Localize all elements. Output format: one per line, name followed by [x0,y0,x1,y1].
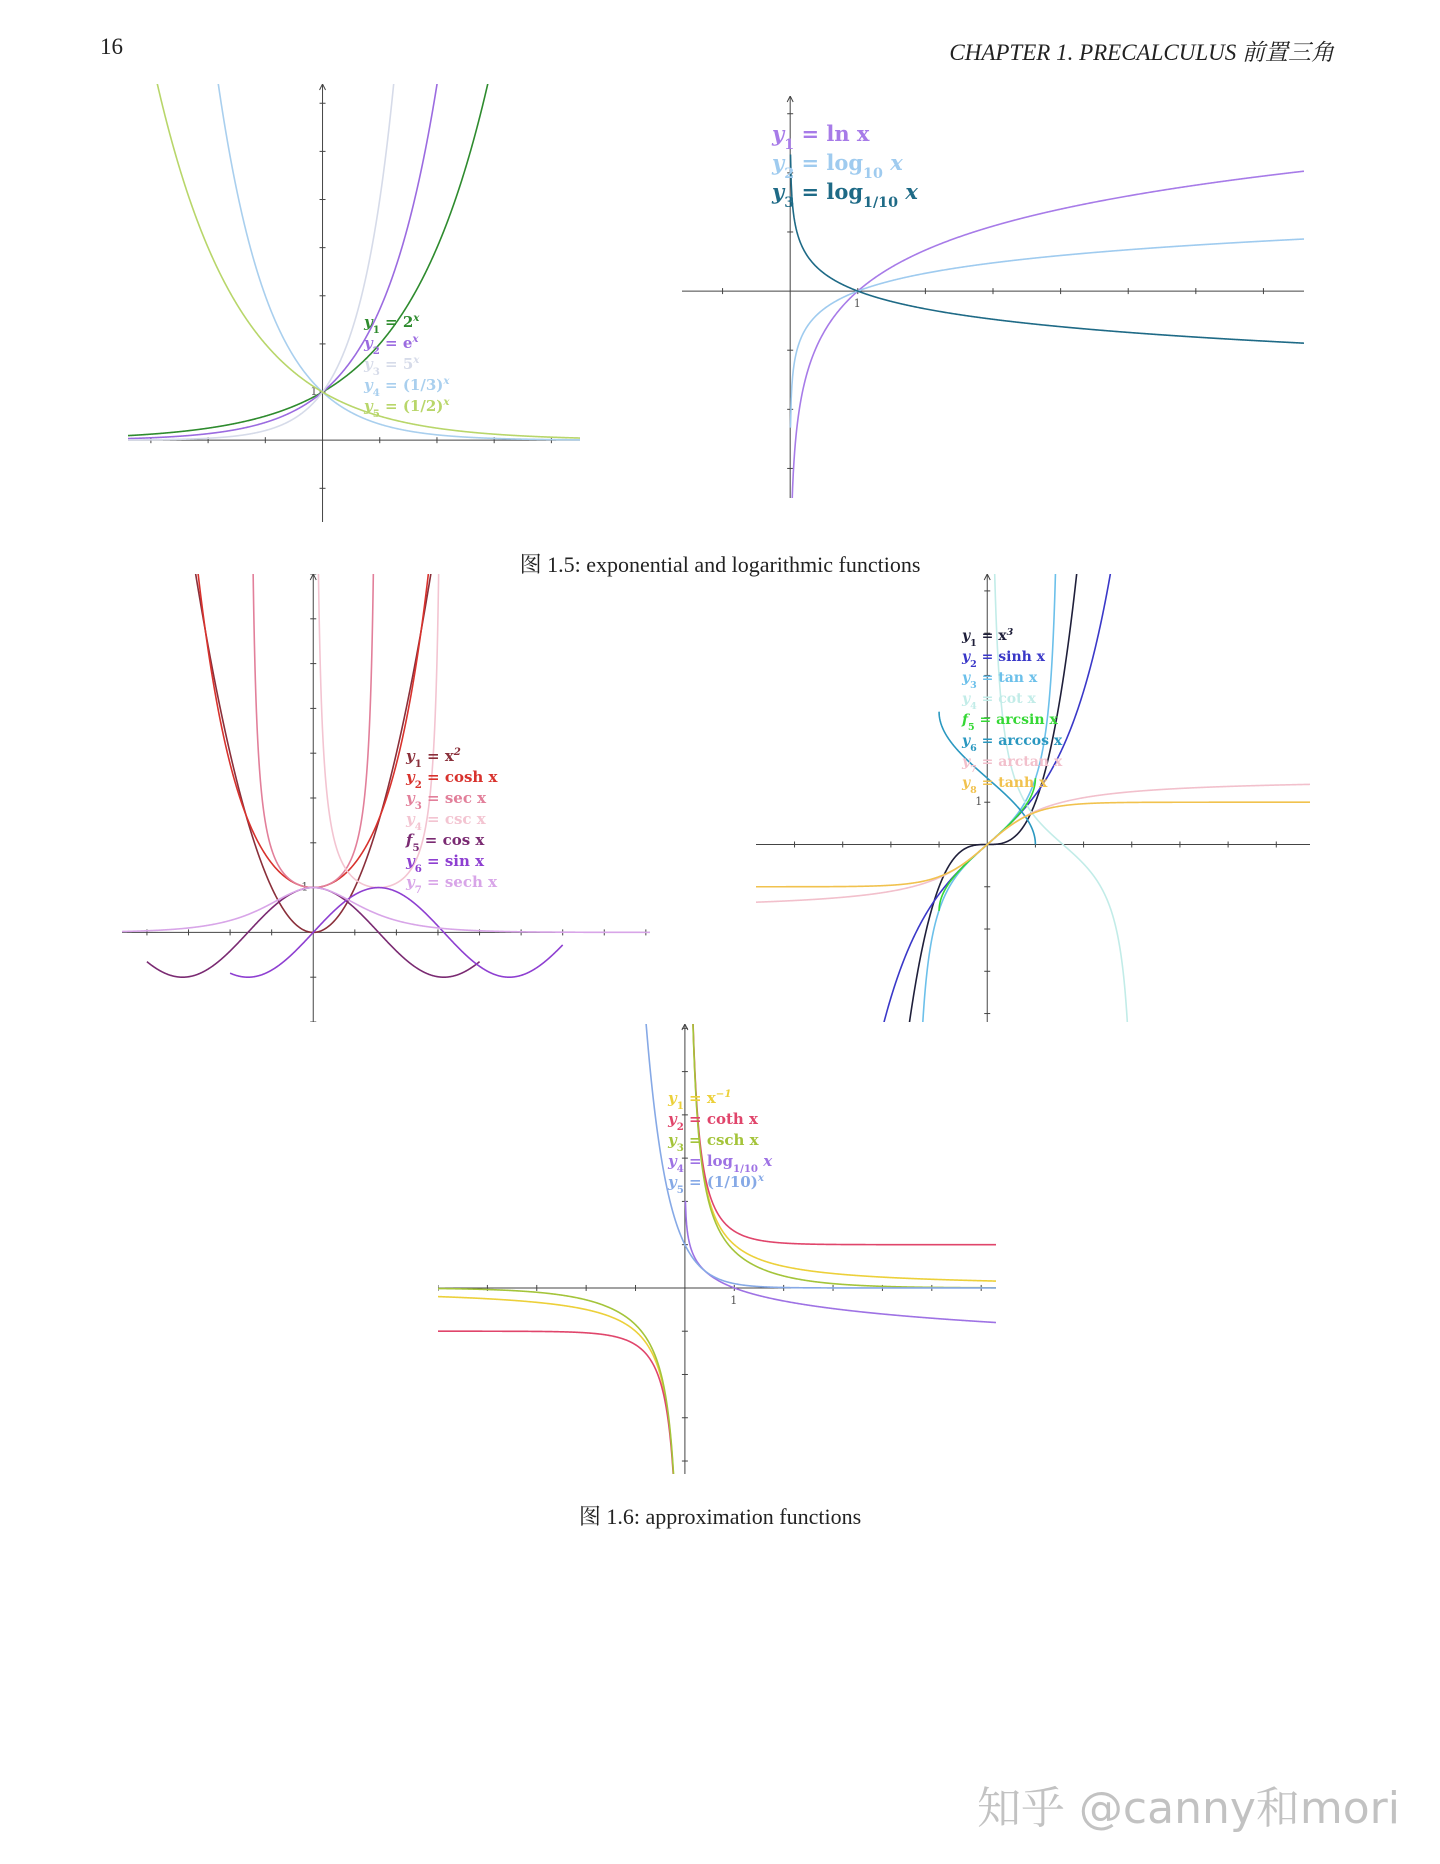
legend-entry: $y_2 = \cosh x$ [406,768,498,791]
legend-entry: $y_3 = 5^x$ [364,354,420,378]
page-number: 16 [100,34,123,59]
tick-label: 1 [853,297,861,311]
legend [405,746,499,896]
legend-entry: $y_3 = \tan x$ [962,670,1038,691]
chart-exp [128,84,580,522]
running-head: CHAPTER 1. PRECALCULUS 前置三角 [949,40,1334,65]
series-line [128,84,580,436]
legend-entry: $y_2 = \cot h$ x [668,1110,758,1133]
series-line [791,154,1305,343]
legend-entry: $y_4 = \log_{1/10} x$ [668,1152,773,1175]
tick-label: 1 [301,880,309,894]
series-line [597,1024,996,1288]
chart-approx [438,1024,996,1474]
legend-entry: $y_2 = e^x$ [364,333,419,357]
legend-entry: $y_8 = \tanh x$ [962,775,1048,796]
legend-entry: $y_4 = \cot x$ [962,691,1036,712]
series-line [128,84,580,438]
axes [128,84,580,522]
legend-entry: $y_3 = \sec x$ [406,789,487,812]
tick-label: 1 [310,385,318,399]
legend-entry: $y_5 = (1/2)^x$ [364,396,450,420]
legend-entry: $y_6 = \sin x$ [406,852,485,875]
series-line [128,84,580,440]
legend-entry: $y_3 = \log_{1/10} x$ [772,179,918,211]
series-line [122,888,650,933]
legend-entry: $y_1 = x^2$ [406,746,461,770]
legend-entry: $y_1 = \ln x$ [772,121,870,153]
legend-entry: $y_4 = \csc x$ [406,810,486,833]
tick-label: 1 [730,1293,738,1307]
series-line [791,171,1305,498]
legend-entry: $y_7 = \sec h$ x [406,873,498,896]
legend [363,312,450,420]
series-line [791,239,1305,428]
figure-caption-1-6: 图 1.6: approximation functions [578,1504,862,1529]
legend-entry: $y_3 = \csc h$ x [668,1131,759,1154]
legend-entry: $y_4 = (1/3)^x$ [364,375,450,399]
legend-entry: $y_2 = \sinh x$ [962,649,1046,670]
watermark: 知乎 @canny和mori [976,1783,1400,1834]
legend-entry: $f_5 = \arcsin x$ [962,712,1058,733]
legend-entry: $y_2 = \log_{10} x$ [772,150,903,182]
tick-label: 1 [975,795,983,809]
legend-entry: $y_6 = \arccos x$ [962,733,1063,754]
series-line [988,574,1137,1022]
series-line [128,84,556,439]
chart-trig [122,574,650,1022]
chart-log [682,96,1304,498]
legend-entry: $y_5 = (1/10)^x$ [668,1172,764,1196]
chart-inverse [756,574,1310,1022]
legend-entry: $y_1 = 2^x$ [364,312,420,336]
legend-entry: $y_1 = x^3$ [962,626,1014,649]
figure-caption-1-5: 图 1.5: exponential and logarithmic functions [519,552,921,577]
legend-entry: $y_7 = \arctan x$ [962,754,1063,775]
legend-entry: $y_1 = x^{-1}$ [668,1088,732,1112]
legend [667,1088,773,1196]
legend [771,121,918,211]
legend-entry: $f_5 = \cos x$ [406,831,485,854]
